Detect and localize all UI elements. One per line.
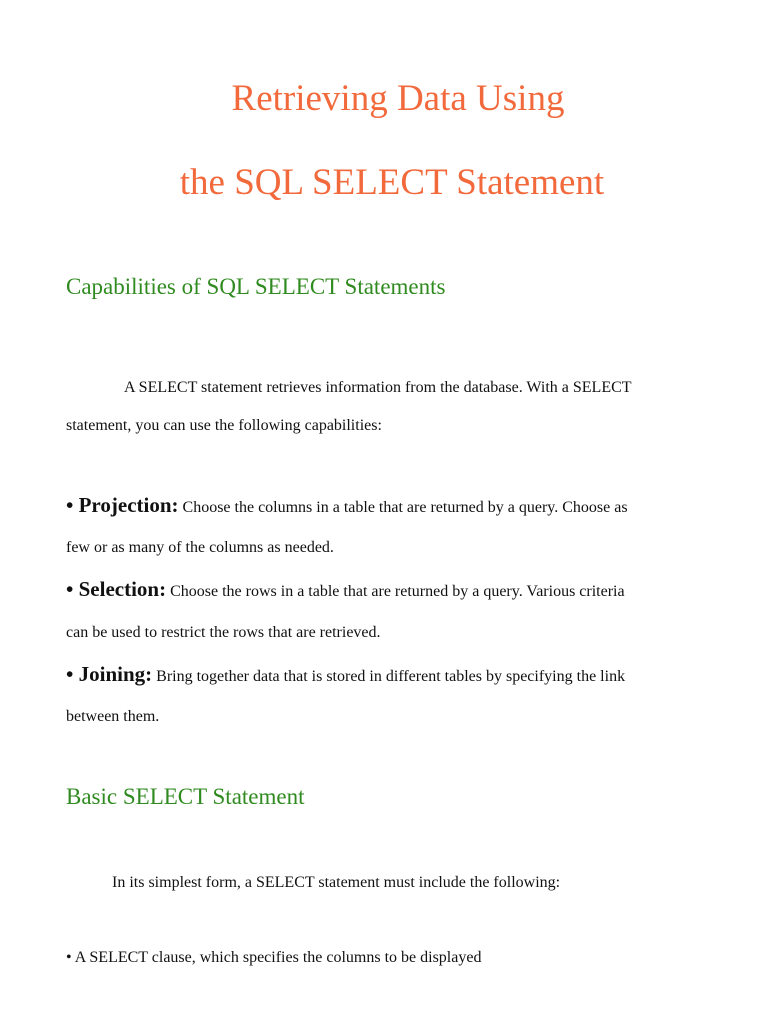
bullet-icon: • (66, 577, 79, 601)
capability-description-continued: between them. (66, 708, 160, 725)
capability-item-projection (66, 492, 628, 521)
capability-item-selection (66, 576, 625, 605)
capability-description: Choose the rows in a table that are returned by a query. Various criteria (166, 583, 625, 600)
bullet-icon: • (66, 662, 79, 686)
intro-paragraph-line-2: statement, you can use the following capabilities: (66, 417, 382, 434)
capability-term: Projection: (78, 493, 179, 517)
document-title-line-1: Retrieving Data Using (231, 78, 565, 119)
capability-item-joining (66, 661, 625, 690)
bullet-icon: • (66, 493, 79, 517)
intro-paragraph-line-1: A SELECT statement retrieves information from the database. With a SELECT (124, 379, 632, 396)
capability-term: Selection: (78, 577, 167, 601)
capability-term: Joining: (78, 662, 153, 686)
capability-description: Bring together data that is stored in different tables by specifying the link (152, 668, 626, 685)
capability-description: Choose the columns in a table that are returned by a query. Choose as (178, 499, 628, 516)
capability-description-continued: few or as many of the columns as needed. (66, 539, 334, 556)
capability-description-continued: can be used to restrict the rows that are retrieved. (66, 624, 381, 641)
section-heading-basic-select: Basic SELECT Statement (66, 784, 305, 809)
document-title-line-2: the SQL SELECT Statement (179, 162, 605, 203)
section-heading-capabilities: Capabilities of SQL SELECT Statements (66, 274, 446, 299)
basic-bullet-line: • A SELECT clause, which specifies the columns to be displayed (66, 949, 482, 966)
basic-paragraph-line: In its simplest form, a SELECT statement must include the following: (112, 874, 561, 891)
